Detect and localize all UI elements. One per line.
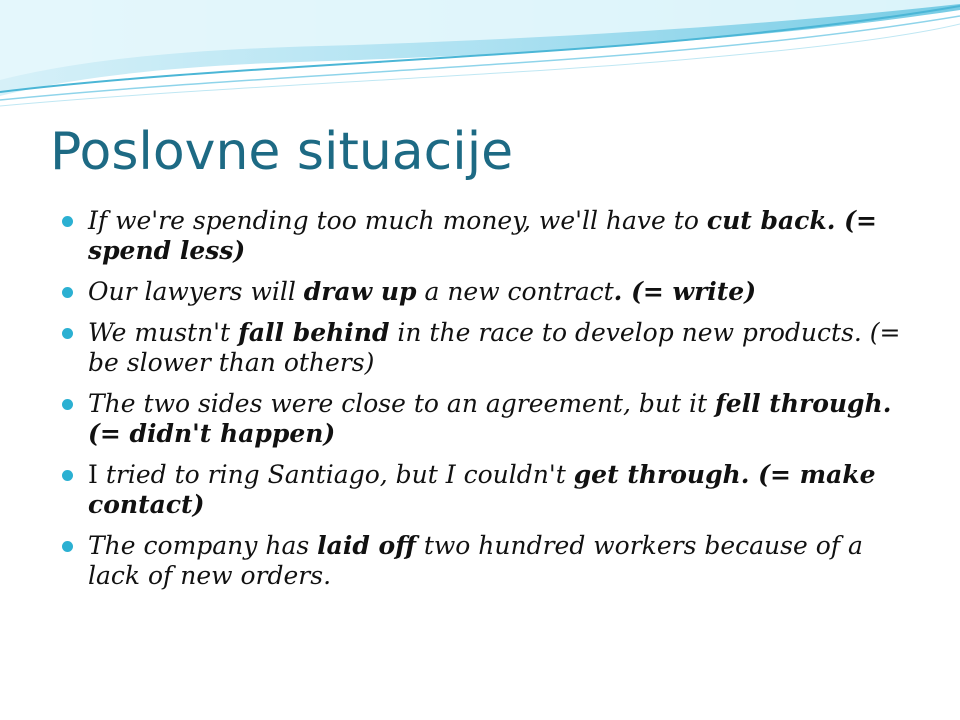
phrasal-verb: fall behind — [238, 318, 390, 347]
bullet-item — [62, 206, 922, 266]
bullet-dot-icon — [62, 287, 73, 298]
phrase-text: Our lawyers will — [88, 277, 304, 306]
phrase-text: If we're spending too much money, we'll have to — [88, 206, 707, 235]
bullet-dot-icon — [62, 399, 73, 410]
bullet-item — [62, 531, 922, 591]
bullet-item — [62, 460, 922, 520]
meaning-text: . (= write) — [613, 277, 757, 306]
phrase-text: I — [88, 460, 98, 489]
bullet-list — [62, 206, 922, 602]
slide-title: Poslovne situacije — [50, 122, 514, 182]
phrase-text: The two sides were close to an agreement, but it — [88, 389, 715, 418]
bullet-dot-icon — [62, 541, 73, 552]
phrase-text: in the race to develop new products. (= be slower than others) — [88, 318, 901, 377]
bullet-item — [62, 277, 922, 307]
phrase-text: a new contract — [416, 277, 614, 306]
phrase-text: two hundred workers because of a lack of new orders. — [88, 531, 863, 590]
phrasal-verb: laid off — [317, 531, 416, 560]
bullet-item — [62, 389, 922, 449]
bullet-dot-icon — [62, 328, 73, 339]
header-wave-decoration — [0, 0, 960, 110]
phrasal-verb: get through. (= make contact) — [88, 460, 876, 519]
phrasal-verb: cut back — [706, 206, 827, 235]
bullet-dot-icon — [62, 470, 73, 481]
bullet-dot-icon — [62, 216, 73, 227]
phrasal-verb: fell through. (= didn't happen) — [88, 389, 892, 448]
meaning-text: . (= spend less) — [88, 206, 877, 265]
phrasal-verb: draw up — [303, 277, 417, 306]
bullet-item — [62, 318, 922, 378]
phrase-text: We mustn't — [88, 318, 239, 347]
phrase-text: The company has — [88, 531, 318, 560]
phrase-text: tried to ring Santiago, but I couldn't — [97, 460, 574, 489]
